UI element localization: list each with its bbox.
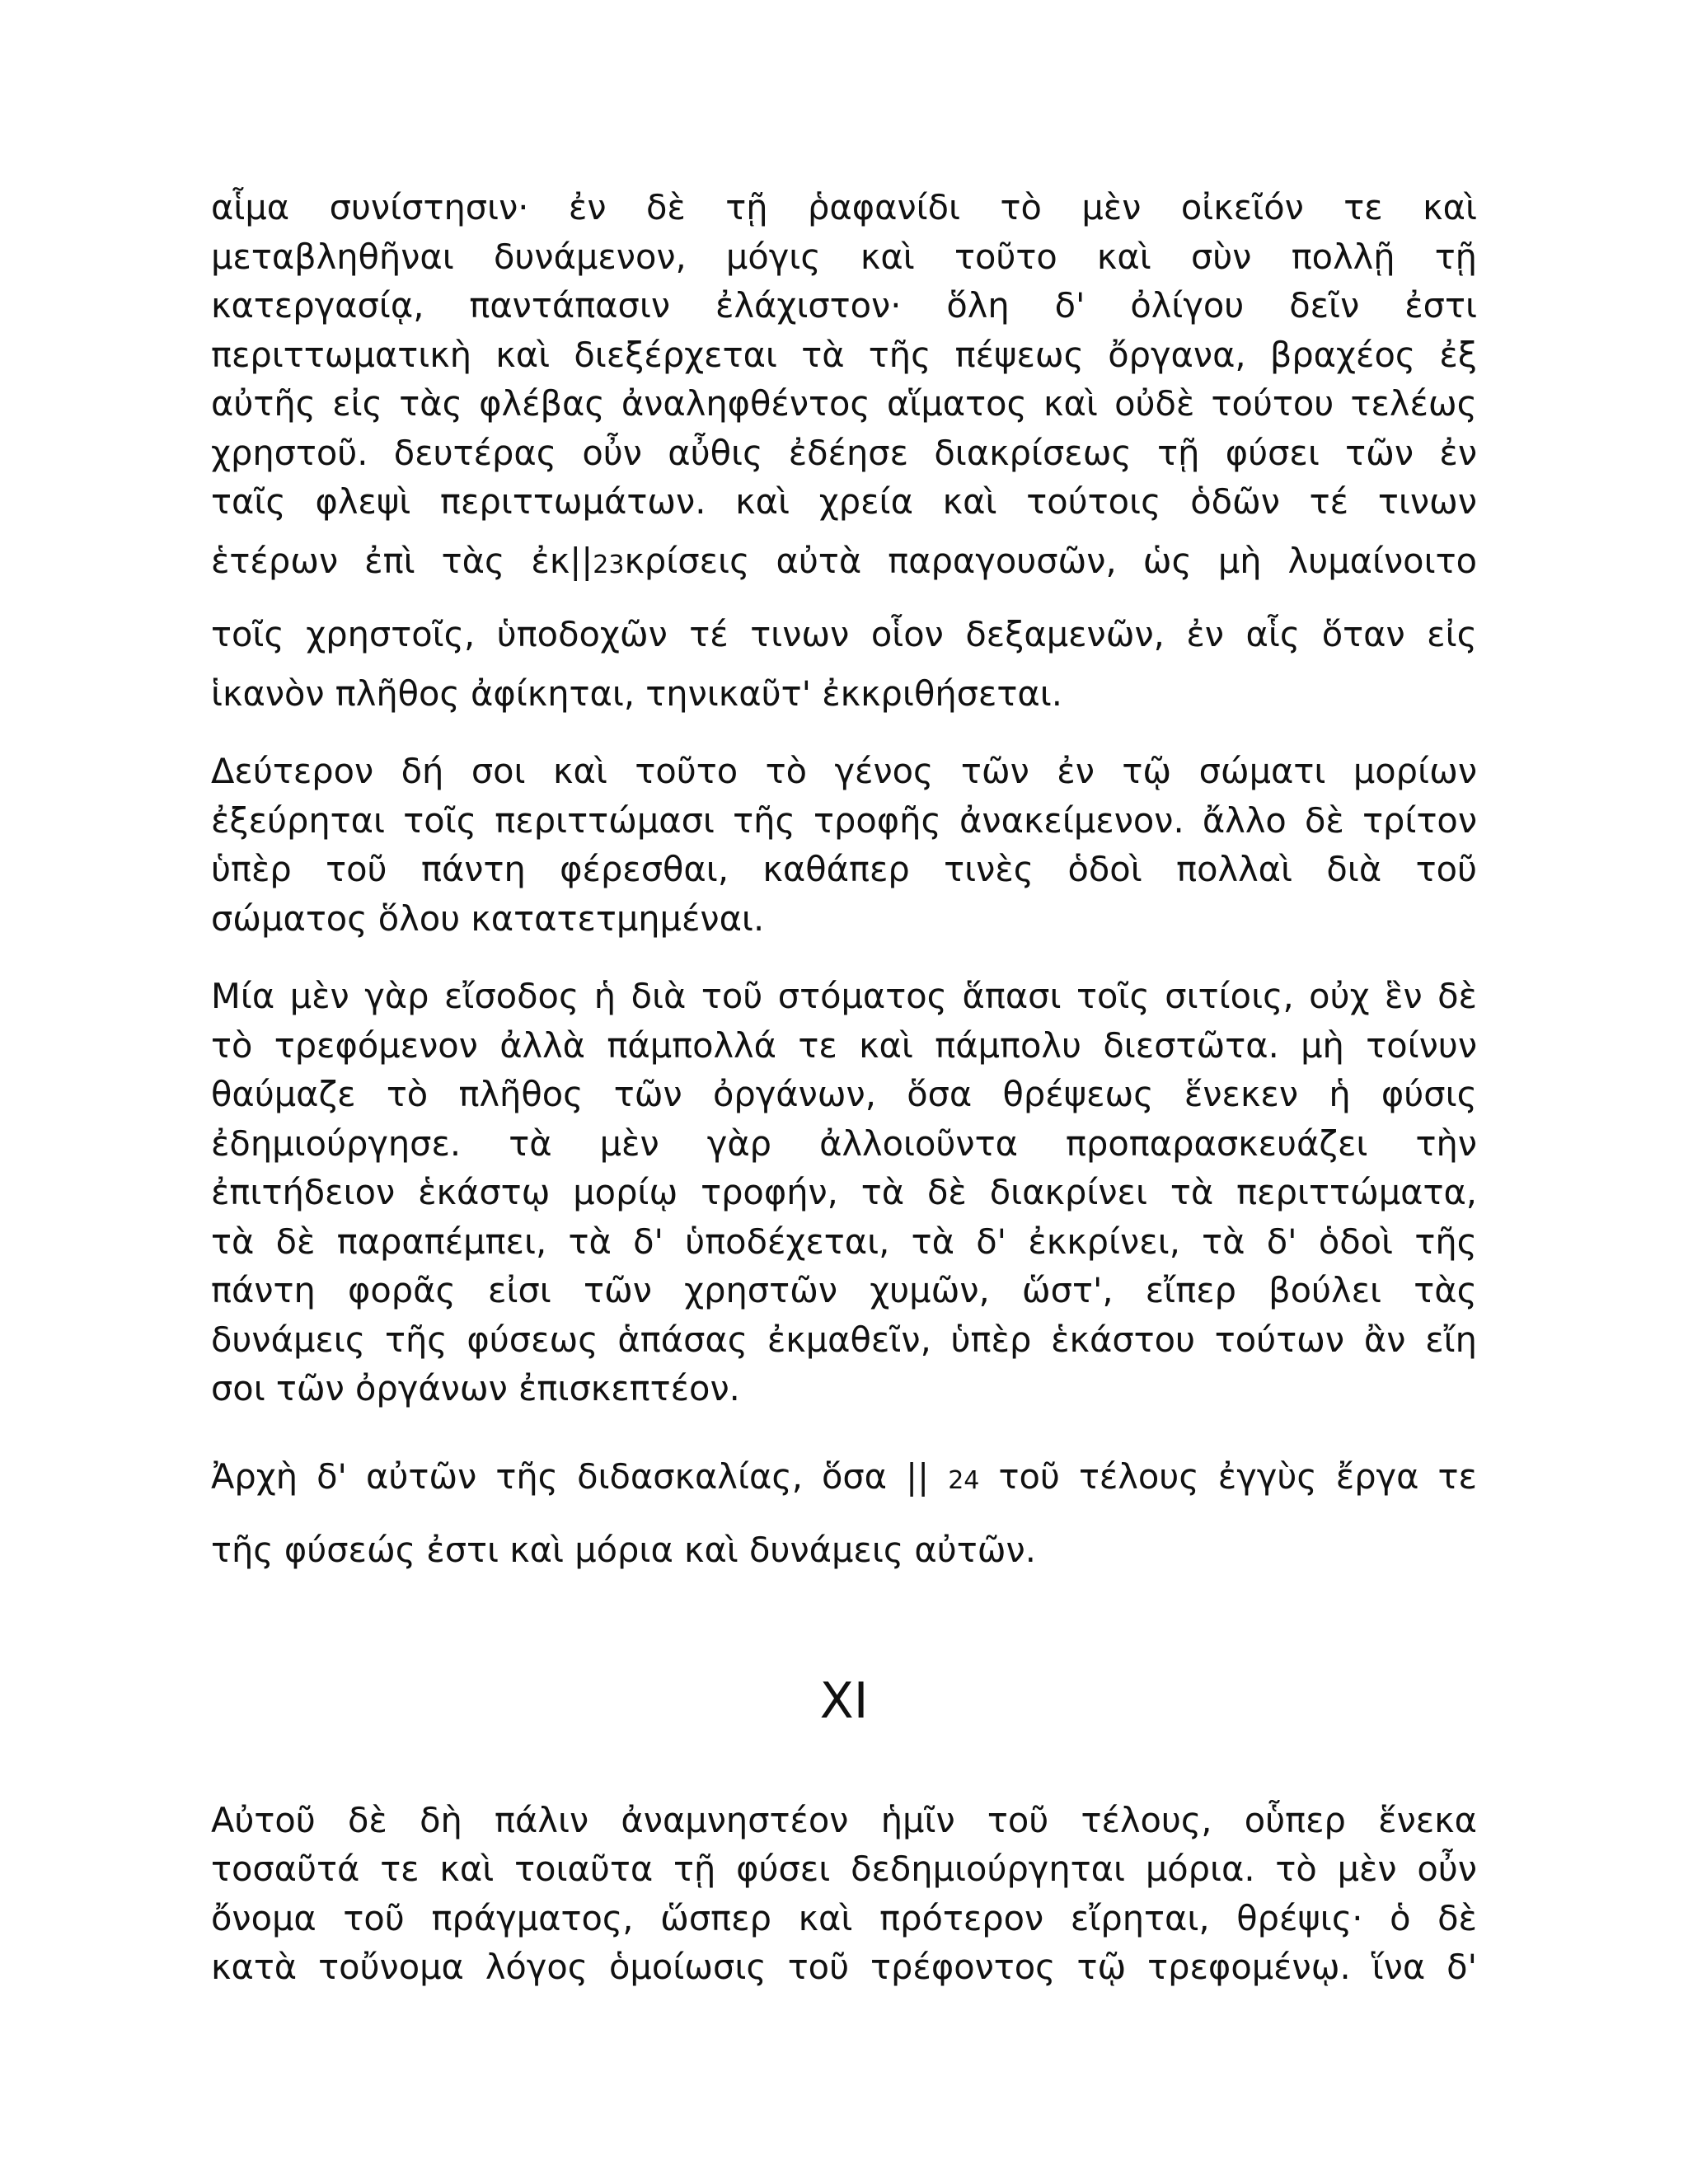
text-line: ὑπὲρ τοῦ πάντη φέρεσθαι, καθάπερ τινὲς ὁδοὶ πολλαὶ διὰ τοῦ: [211, 849, 1477, 889]
document-page: [211, 183, 1477, 1992]
paragraph-5: [211, 1796, 1477, 1992]
paragraph-4: [211, 1442, 1477, 1585]
text-line: τοσαῦτά τε καὶ τοιαῦτα τῇ φύσει δεδημιούργηται μόρια. τὸ μὲν οὖν: [211, 1849, 1477, 1889]
text-line: αὐτῆς εἰς τὰς φλέβας ἀναληφθέντος αἵματος καὶ οὐδὲ τούτου τελέως: [211, 383, 1477, 424]
text-line: χρηστοῦ. δευτέρας οὖν αὖθις ἐδέησε διακρίσεως τῇ φύσει τῶν ἐν: [211, 432, 1477, 473]
text-line: πάντη φορᾶς εἰσι τῶν χρηστῶν χυμῶν, ὥστ', εἴπερ βούλει τὰς: [211, 1270, 1477, 1310]
page-marker: 23: [593, 550, 625, 579]
paragraph-3: [211, 972, 1477, 1413]
text-line-with-page-marker: [211, 1442, 1477, 1516]
line-text: ἑτέρων ἐπὶ τὰς ἐκ||: [211, 540, 593, 581]
text-line: ἐδημιούργησε. τὰ μὲν γὰρ ἀλλοιοῦντα προπαρασκευάζει τὴν: [211, 1122, 1477, 1164]
text-line: περιττωματικὴ καὶ διεξέρχεται τὰ τῆς πέψεως ὄργανα, βραχέος ἐξ: [211, 334, 1477, 375]
text-line: δυνάμεις τῆς φύσεως ἁπάσας ἐκμαθεῖν, ὑπὲρ ἑκάστου τούτων ἂν εἴη: [211, 1319, 1477, 1360]
text-line: ἐπιτήδειον ἑκάστῳ μορίῳ τροφήν, τὰ δὲ διακρίνει τὰ περιττώματα,: [211, 1172, 1477, 1212]
page-marker: 24: [948, 1465, 980, 1495]
text-line: ἐξεύρηται τοῖς περιττώμασι τῆς τροφῆς ἀνακείμενον. ἄλλο δὲ τρίτον: [211, 799, 1477, 841]
text-line: ὄνομα τοῦ πράγματος, ὥσπερ καὶ πρότερον εἴρηται, θρέψις· ὁ δὲ: [211, 1897, 1477, 1938]
text-line: αἷμα συνίστησιν· ἐν δὲ τῇ ῥαφανίδι τὸ μὲν οἰκεῖόν τε καὶ: [211, 187, 1477, 227]
text-line: τὸ τρεφόμενον ἀλλὰ πάμπολλά τε καὶ πάμπολυ διεστῶτα. μὴ τοίνυν: [211, 1024, 1477, 1066]
text-line: σοι τῶν ὀργάνων ἐπισκεπτέον.: [211, 1368, 740, 1408]
text-line: κατεργασίᾳ, παντάπασιν ἐλάχιστον· ὅλη δ' ὀλίγου δεῖν ἐστι: [211, 285, 1477, 326]
text-line: σώματος ὅλου κατατετμημέναι.: [211, 898, 765, 939]
text-line: Δεύτερον δή σοι καὶ τοῦτο τὸ γένος τῶν ἐν τῷ σώματι μορίων: [211, 751, 1477, 791]
paragraph-2: [211, 747, 1477, 943]
line-text: Ἀρχὴ δ' αὐτῶν τῆς διδασκαλίας, ὅσα ||: [211, 1455, 949, 1497]
text-line: κατὰ τοὔνομα λόγος ὁμοίωσις τοῦ τρέφοντος τῷ τρεφομένῳ. ἵνα δ': [211, 1947, 1477, 1987]
text-line: Αὐτοῦ δὲ δὴ πάλιν ἀναμνηστέον ἡμῖν τοῦ τέλους, οὗπερ ἕνεκα: [211, 1799, 1477, 1840]
section-heading: XI: [819, 1671, 869, 1730]
text-line: Μία μὲν γὰρ εἴσοδος ἡ διὰ τοῦ στόματος ἅπασι τοῖς σιτίοις, οὐχ ἓν δὲ: [211, 976, 1477, 1016]
text-line: τῆς φύσεώς ἐστι καὶ μόρια καὶ δυνάμεις αὐτῶν.: [211, 1529, 1036, 1570]
text-line-with-page-marker: [211, 527, 1477, 600]
text-line: τὰ δὲ παραπέμπει, τὰ δ' ὑποδέχεται, τὰ δ' ἐκκρίνει, τὰ δ' ὁδοὶ τῆς: [211, 1221, 1477, 1262]
line-text: κρίσεις αὐτὰ παραγουσῶν, ὡς μὴ λυμαίνοιτο: [624, 540, 1477, 581]
text-line: ἱκανὸν πλῆθος ἀφίκηται, τηνικαῦτ' ἐκκριθήσεται.: [211, 673, 1062, 714]
text-line: ταῖς φλεψὶ περιττωμάτων. καὶ χρεία καὶ τούτοις ὁδῶν τέ τινων: [211, 481, 1477, 522]
text-line: μεταβληθῆναι δυνάμενον, μόγις καὶ τοῦτο καὶ σὺν πολλῇ τῇ: [211, 236, 1477, 277]
text-line: θαύμαζε τὸ πλῆθος τῶν ὀργάνων, ὅσα θρέψεως ἕνεκεν ἡ φύσις: [211, 1074, 1477, 1114]
line-text: τοῦ τέλους ἐγγὺς ἔργα τε: [979, 1455, 1477, 1497]
paragraph-1: [211, 183, 1477, 718]
text-line: τοῖς χρηστοῖς, ὑποδοχῶν τέ τινων οἷον δεξαμενῶν, ἐν αἷς ὅταν εἰς: [211, 613, 1477, 654]
